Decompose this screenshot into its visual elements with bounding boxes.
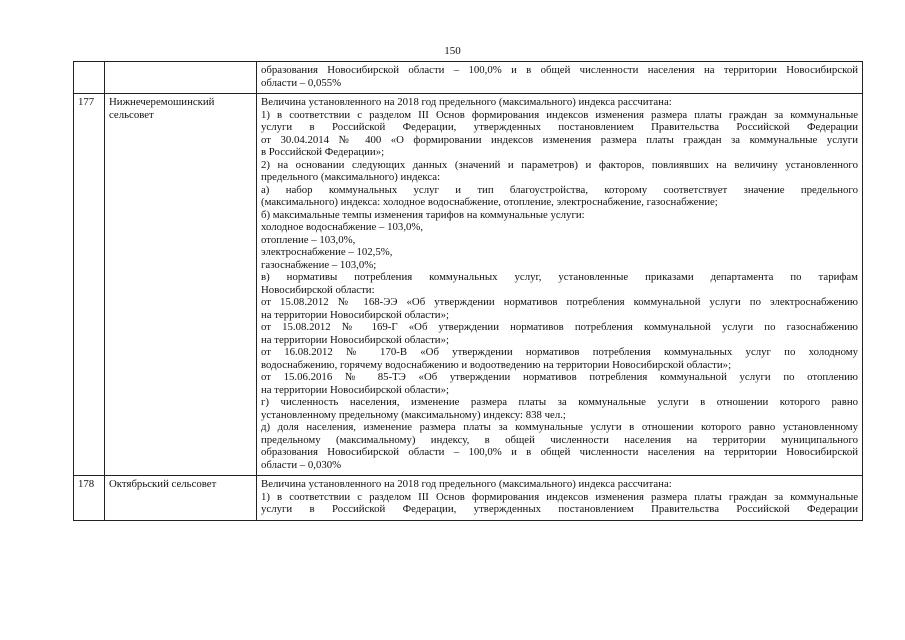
- row-number-cell: 178: [74, 476, 105, 521]
- text-line: от 15.08.2012 № 169-Г «Об утверждении нормативов потребления коммунальной услуги по газоснабжению: [261, 321, 858, 333]
- text-line: области – 0,055%: [261, 76, 342, 89]
- municipality-name-line: сельсовет: [109, 108, 154, 121]
- text-line: в) нормативы потребления коммунальных услуг, установленные приказами департамента по тарифам: [261, 271, 858, 283]
- text-line: Величина установленного на 2018 год предельного (максимального) индекса рассчитана:: [261, 478, 672, 490]
- text-line: от 16.08.2012 № 170-В «Об утверждении нормативов потребления коммунальных услуг по холодному: [261, 346, 858, 358]
- text-line: холодное водоснабжение – 103,0%,: [261, 221, 424, 233]
- text-line: установленному предельному (максимальному) индексу: 838 чел.;: [261, 408, 566, 421]
- table-row: [74, 94, 863, 476]
- calculation-text-cell: [257, 476, 863, 521]
- text-line: области – 0,030%: [261, 458, 342, 471]
- text-line: предельного (максимального) индекса:: [261, 171, 441, 183]
- text-line: водоснабжению, горячему водоснабжению и водоотведению на территории Новосибирской области»;: [261, 358, 732, 371]
- table-row: [74, 62, 863, 94]
- municipality-name-line: Нижнечеремошинский: [109, 96, 215, 108]
- table-row: [74, 476, 863, 521]
- calculation-text-cell: [257, 94, 863, 476]
- text-line: д) доля населения, изменение размера платы за коммунальные услуги в отношении которого равно установленному: [261, 421, 858, 433]
- table-body: [74, 62, 863, 521]
- text-line: на территории Новосибирской области»;: [261, 308, 449, 321]
- text-line: образования Новосибирской области – 100,0% и в общей численности населения на территории Новосибирской: [261, 64, 858, 76]
- municipality-name-cell: [105, 94, 257, 476]
- municipality-name-cell: [105, 62, 257, 94]
- text-line: в Российской Федерации»;: [261, 146, 385, 158]
- text-line: отопление – 103,0%,: [261, 233, 356, 246]
- text-line: а) набор коммунальных услуг и тип благоустройства, которому соответствует значение предельного: [261, 183, 858, 196]
- text-line: на территории Новосибирской области»;: [261, 383, 449, 396]
- text-line: 1) в соответствии с разделом III Основ формирования индексов изменения размера платы граждан за коммунальные: [261, 108, 858, 121]
- text-line: Новосибирской области:: [261, 283, 375, 296]
- municipality-name-cell: [105, 476, 257, 521]
- text-line: от 30.04.2014 № 400 «О формировании индексов изменения размера платы граждан за коммунальные услуги: [261, 133, 858, 146]
- text-line: образования Новосибирской области – 100,0% и в общей численности населения на территории Новосибирской: [261, 446, 858, 458]
- text-line: Величина установленного на 2018 год предельного (максимального) индекса рассчитана:: [261, 96, 672, 108]
- text-line: (максимального) индекса: холодное водоснабжение, отопление, электроснабжение, газоснабжение;: [261, 196, 718, 208]
- text-line: на территории Новосибирской области»;: [261, 333, 449, 346]
- row-number-cell: [74, 62, 105, 94]
- text-line: 2) на основании следующих данных (значений и параметров) и факторов, повлиявших на величину установленного: [261, 158, 858, 171]
- municipality-name-line: Октябрьский сельсовет: [109, 478, 217, 490]
- index-table: [73, 61, 863, 521]
- text-line: от 15.06.2016 № 85-ТЭ «Об утверждении нормативов потребления коммунальной услуги по отоплению: [261, 371, 858, 383]
- calculation-text-cell: [257, 62, 863, 94]
- text-line: 1) в соответствии с разделом III Основ формирования индексов изменения размера платы граждан за коммунальные: [261, 490, 858, 503]
- text-line: от 15.08.2012 № 168-ЭЭ «Об утверждении нормативов потребления коммунальной услуги по электроснабжению: [261, 296, 858, 308]
- text-line: газоснабжение – 103,0%;: [261, 258, 377, 271]
- row-number-cell: 177: [74, 94, 105, 476]
- text-line: предельному (максимальному) индексу, в общей численности населения на территории муниципального: [261, 433, 858, 446]
- text-line: услуги в Российской Федерации, утвержденных постановлением Правительства Российской Федерации: [261, 121, 858, 133]
- text-line: услуги в Российской Федерации, утвержденных постановлением Правительства Российской Федерации: [261, 503, 858, 515]
- page-number: 150: [444, 45, 461, 57]
- text-line: электроснабжение – 102,5%,: [261, 246, 393, 258]
- text-line: б) максимальные темпы изменения тарифов на коммунальные услуги:: [261, 208, 585, 221]
- text-line: г) численность населения, изменение размера платы за коммунальные услуги в отношении которого равно: [261, 396, 858, 408]
